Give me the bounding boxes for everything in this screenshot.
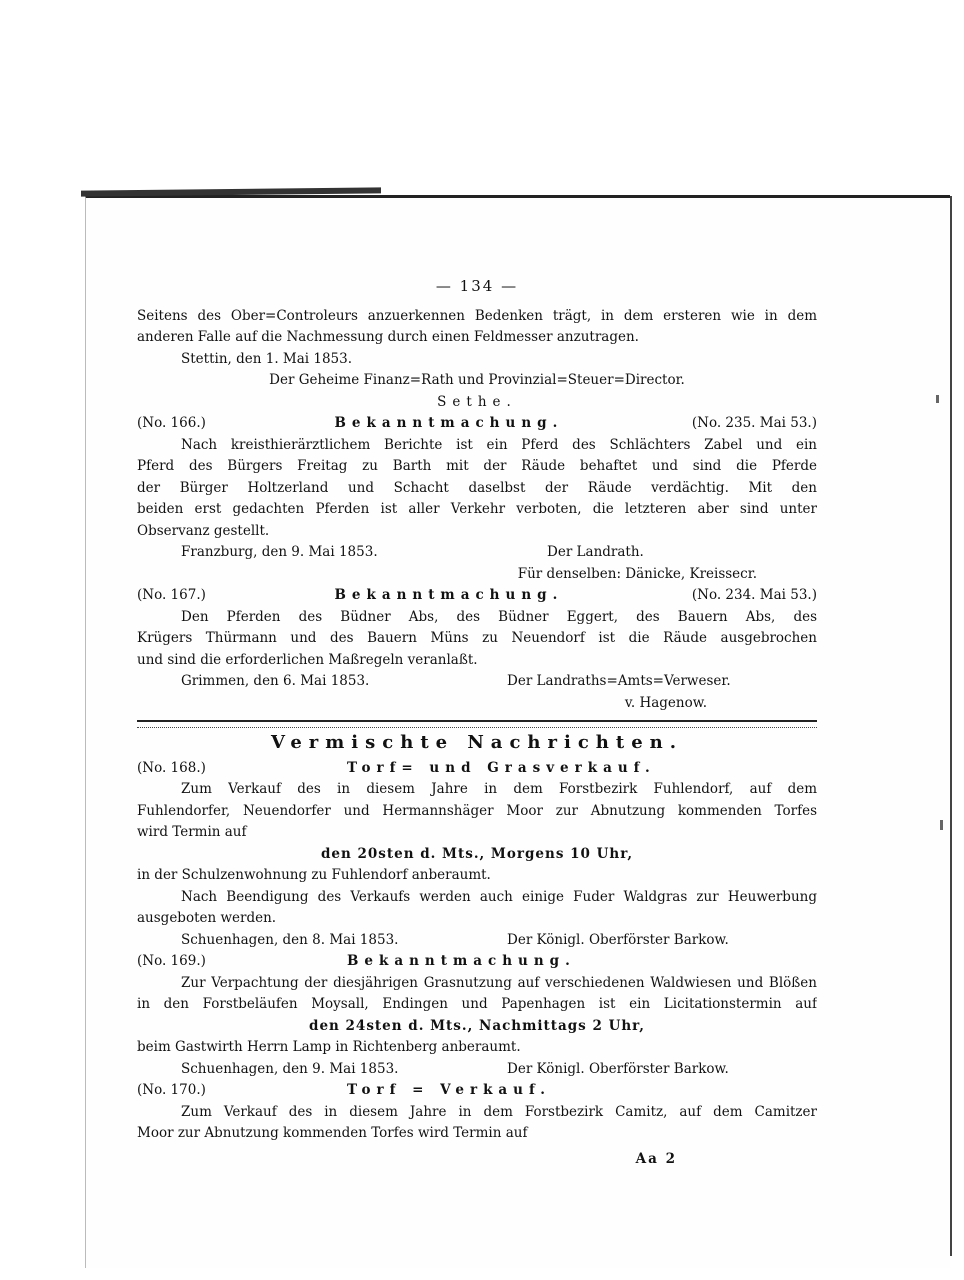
text-line: beim Gastwirth Herrn Lamp in Richtenberg anberaumt. [137, 1039, 521, 1055]
notice-title: Bekanntmachung. [347, 953, 576, 969]
signature-name: v. Hagenow. [624, 694, 707, 711]
place-date: Schuenhagen, den 9. Mai 1853. [181, 1060, 399, 1077]
notice-title: Bekanntmachung. [334, 415, 564, 431]
appointment-date: den 24sten d. Mts., Nachmittags 2 Uhr, [309, 1017, 645, 1034]
scan-speck [940, 820, 943, 830]
signature: Der Königl. Oberförster Barkow. [507, 931, 729, 948]
document-page [137, 276, 817, 1170]
signature-name: Für denselben: Dänicke, Kreissecr. [517, 565, 757, 582]
place-date: Schuenhagen, den 8. Mai 1853. [181, 931, 399, 948]
text-line: und sind die erforderlichen Maßregeln veranlaßt. [137, 651, 478, 668]
notice-number: (No. 166.) [137, 415, 206, 431]
signature-name: Sethe. [437, 393, 517, 410]
notice-number: (No. 168.) [137, 759, 206, 776]
text-line: Krügers Thürmann und des Bauern Müns zu Neuendorf ist die Räude ausgebrochen [137, 630, 817, 646]
text-line: anderen Falle auf die Nachmessung durch einen Feldmesser anzutragen. [137, 329, 639, 345]
page-number: — 134 — [435, 277, 519, 295]
notice-title: Torf = Verkauf. [347, 1082, 552, 1098]
notice-header-167 [137, 585, 817, 607]
text-line: Moor zur Abnutzung kommenden Torfes wird Termin auf [137, 1125, 528, 1141]
scan-speck [936, 395, 939, 403]
text-line: Nach Beendigung des Verkaufs werden auch einige Fuder Waldgras zur Heuwerbung [181, 888, 817, 905]
section-divider [137, 720, 817, 728]
appointment-date: den 20sten d. Mts., Morgens 10 Uhr, [320, 845, 634, 862]
signature-row [137, 930, 817, 952]
section-title: Vermischte Nachrichten. [271, 732, 683, 753]
text-line: ausgeboten werden. [137, 910, 277, 926]
notice-number: (No. 169.) [137, 953, 206, 969]
notice-number: (No. 170.) [137, 1082, 206, 1098]
notice-number: (No. 167.) [137, 587, 206, 603]
text-line: Zum Verkauf des in diesem Jahre in dem Forstbezirk Fuhlendorf, auf dem [181, 781, 817, 797]
text-line: Zur Verpachtung der diesjährigen Grasnutzung auf verschiedenen Waldwiesen und Blößen [181, 974, 817, 991]
notice-header-170 [137, 1080, 817, 1102]
text-line: Zum Verkauf des in diesem Jahre in dem Forstbezirk Camitz, auf dem Camitzer [181, 1103, 817, 1120]
text-line: beiden erst gedachten Pferden ist aller Verkehr verboten, die letzteren aber sind unter [137, 501, 817, 517]
notice-reference: (No. 234. Mai 53.) [691, 587, 817, 603]
text-line: Seitens des Ober=Controleurs anzuerkennen Bedenken trägt, in dem ersteren wie in dem [137, 307, 817, 324]
text-line: in der Schulzenwohnung zu Fuhlendorf anberaumt. [137, 867, 491, 883]
signature-mark: Aa 2 [635, 1150, 677, 1167]
text-line: Pferd des Bürgers Freitag zu Barth mit der Räude behaftet und sind die Pferde [137, 458, 817, 474]
signature-row [137, 671, 817, 693]
text-line: der Bürger Holtzerland und Schacht daselbst der Räude verdächtig. Mit den [137, 479, 817, 496]
place-date: Grimmen, den 6. Mai 1853. [181, 673, 370, 689]
text-line: Observanz gestellt. [137, 522, 270, 539]
signature-title: Der Landrath. [547, 544, 644, 560]
place-date: Stettin, den 1. Mai 1853. [181, 350, 353, 367]
text-line: Fuhlendorfer, Neuendorfer und Hermannshäger Moor zur Abnutzung kommenden Torfes [137, 802, 817, 819]
notice-title: Bekanntmachung. [334, 587, 564, 603]
text-line: Den Pferden des Büdner Abs, des Büdner Eggert, des Bauern Abs, des [181, 608, 817, 625]
notice-header-166 [137, 413, 817, 435]
text-line: wird Termin auf [137, 824, 247, 840]
text-line: Nach kreisthierärztlichem Berichte ist ein Pferd des Schlächters Zabel und ein [181, 436, 817, 453]
signature: Der Königl. Oberförster Barkow. [507, 1060, 729, 1077]
place-date: Franzburg, den 9. Mai 1853. [181, 544, 378, 560]
signature-row [137, 542, 817, 564]
notice-title: Torf= und Grasverkauf. [347, 759, 656, 776]
notice-header-168 [137, 758, 817, 780]
notice-header-169 [137, 951, 817, 973]
notice-reference: (No. 235. Mai 53.) [691, 415, 817, 431]
signature-row [137, 1059, 817, 1081]
text-line: in den Forstbeläufen Moysall, Endingen und Papenhagen ist ein Licitationstermin auf [137, 996, 817, 1012]
signature-title: Der Landraths=Amts=Verweser. [507, 673, 731, 689]
signature-title: Der Geheime Finanz=Rath und Provinzial=Steuer=Director. [269, 372, 685, 388]
